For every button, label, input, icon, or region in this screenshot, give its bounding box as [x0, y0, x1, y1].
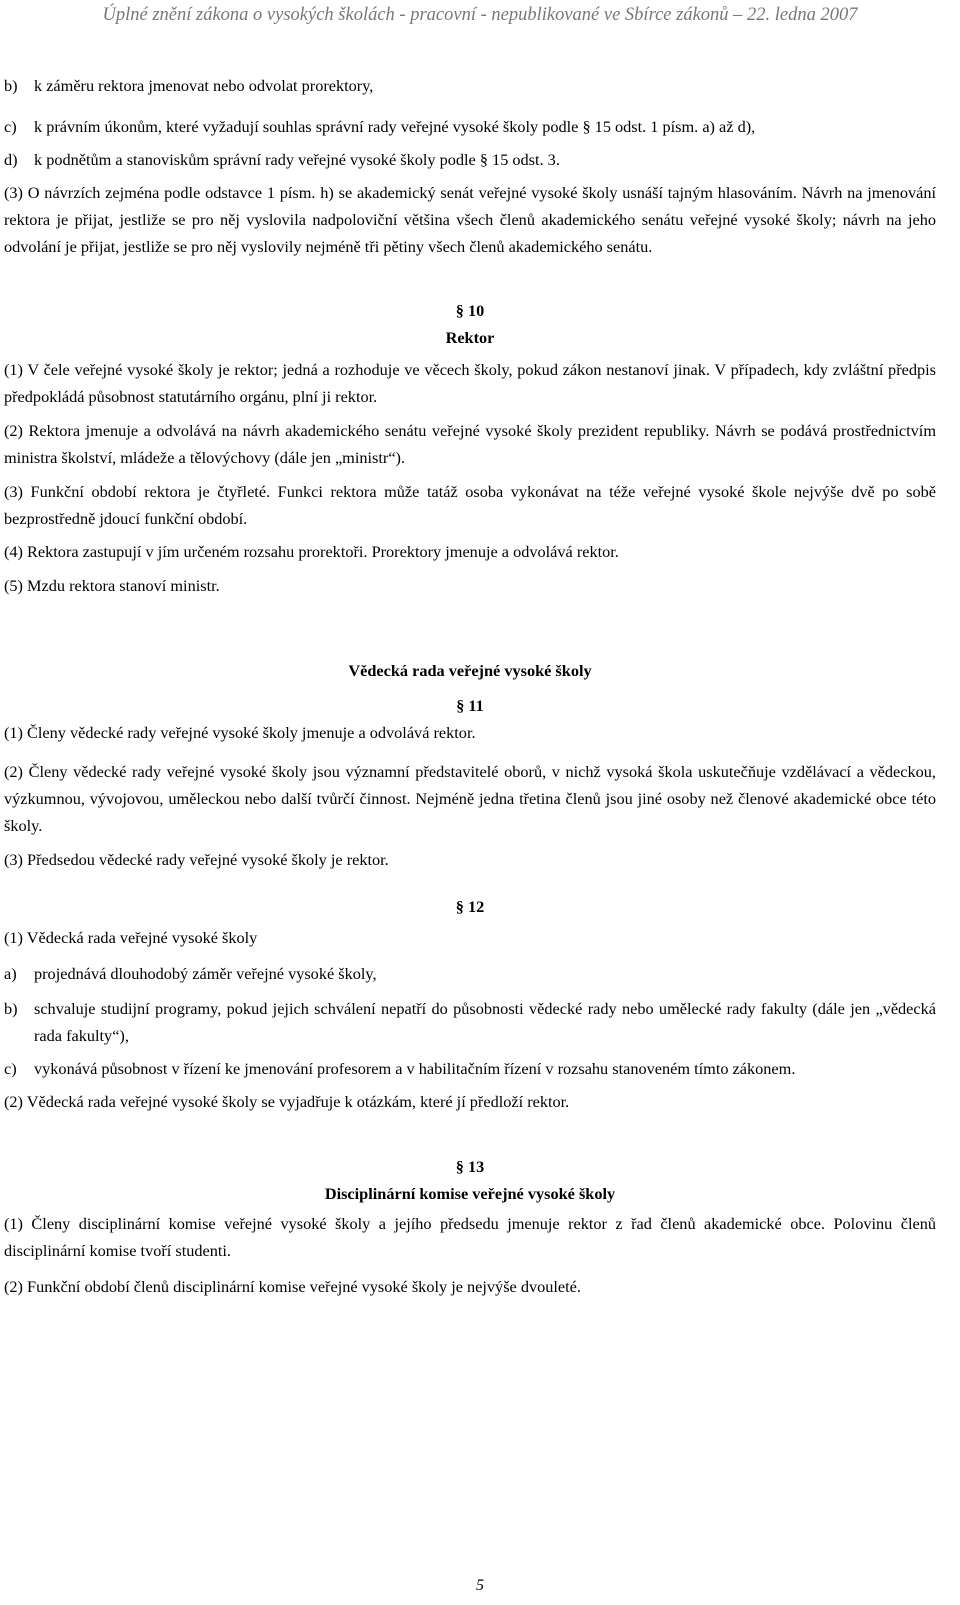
paragraph: (3) O návrzích zejména podle odstavce 1 písm. h) se akademický senát veřejné vysoké školy usnáší tajným hlasováním. Návrh na jmenování rektora je přijat, jestliže se pro něj vyslovila nadpoloviční většina všech členů akademického senátu veřejné vysoké školy; návrh na jeho odvolání je přijat, jestliže se pro něj vyslovily nejméně tři pětiny všech členů akademického senátu. [4, 183, 936, 256]
paragraph: (2) Vědecká rada veřejné vysoké školy se vyjadřuje k otázkám, které jí předloží rektor. [4, 1092, 570, 1111]
section-title: Rektor [445, 328, 495, 347]
paragraph: (1) Vědecká rada veřejné vysoké školy [4, 928, 258, 947]
list-item-text: vykonává působnost v řízení ke jmenování profesorem a v habilitačním řízení v rozsahu stanoveném tímto zákonem. [34, 1059, 796, 1078]
list-item-text: k právním úkonům, které vyžadují souhlas správní rady veřejné vysoké školy podle § 15 odst. 1 písm. a) až d), [34, 117, 756, 136]
section-number: § 11 [456, 696, 484, 715]
paragraph: (4) Rektora zastupují v jím určeném rozsahu prorektoři. Prorektory jmenuje a odvolává rektor. [4, 542, 619, 561]
list-item [4, 960, 936, 987]
list-item-label: b) [4, 999, 18, 1018]
paragraph: (1) Členy vědecké rady veřejné vysoké školy jmenuje a odvolává rektor. [4, 723, 476, 742]
list-item-text: projednává dlouhodobý záměr veřejné vysoké školy, [34, 964, 377, 983]
list-item-label: c) [4, 117, 17, 136]
paragraph: (2) Rektora jmenuje a odvolává na návrh akademického senátu veřejné vysoké školy prezident republiky. Návrh se podává prostřednictvím ministra školství, mládeže a tělovýchovy (dále jen „ministr“). [4, 421, 936, 467]
list-item [4, 72, 936, 99]
list-item [4, 113, 936, 140]
paragraph: (1) V čele veřejné vysoké školy je rektor; jedná a rozhoduje ve věcech školy, pokud zákon nestanoví jinak. V případech, kdy zvláštní předpis předpokládá působnost statutárního orgánu, plní ji rektor. [4, 360, 936, 406]
document-body [4, 72, 936, 1300]
list-item-text: k záměru rektora jmenovat nebo odvolat prorektory, [34, 76, 374, 95]
paragraph: (2) Funkční období členů disciplinární komise veřejné vysoké školy je nejvýše dvouleté. [4, 1277, 581, 1296]
paragraph: (3) Funkční období rektora je čtyřleté. Funkci rektora může tatáž osoba vykonávat na téže veřejné vysoké škole nejvýše dvě po sobě bezprostředně jdoucí funkční období. [4, 482, 936, 528]
page-number: 5 [476, 1577, 484, 1594]
list-item-text: k podnětům a stanoviskům správní rady veřejné vysoké školy podle § 15 odst. 3. [34, 150, 560, 169]
paragraph: (3) Předsedou vědecké rady veřejné vysoké školy je rektor. [4, 850, 389, 869]
list-item [4, 1055, 936, 1082]
paragraph: (1) Členy disciplinární komise veřejné vysoké školy a jejího předsedu jmenuje rektor z řad členů akademické obce. Polovinu členů disciplinární komise tvoří studenti. [4, 1214, 936, 1260]
list-item-text: schvaluje studijní programy, pokud jejich schválení nepatří do působnosti vědecké rady nebo umělecké rady fakulty (dále jen „vědecká rada fakulty“), [34, 999, 936, 1045]
section-number: § 12 [455, 897, 485, 916]
page-header: Úplné znění zákona o vysokých školách - pracovní - nepublikované ve Sbírce zákonů – 22. ledna 2007 [102, 5, 858, 25]
paragraph: (5) Mzdu rektora stanoví ministr. [4, 576, 220, 595]
section-heading: Vědecká rada veřejné vysoké školy [348, 661, 592, 680]
list-item-label: d) [4, 150, 18, 169]
list-item [4, 995, 936, 1049]
section-number: § 13 [455, 1157, 485, 1176]
list-item-label: b) [4, 76, 18, 95]
section-title: Disciplinární komise veřejné vysoké školy [324, 1184, 616, 1203]
list-item-label: a) [4, 964, 17, 983]
section-number: § 10 [455, 301, 485, 320]
list-item [4, 146, 936, 173]
list-item-label: c) [4, 1059, 17, 1078]
paragraph: (2) Členy vědecké rady veřejné vysoké školy jsou významní představitelé oborů, v nichž vysoká škola uskutečňuje vzdělávací a vědeckou, výzkumnou, vývojovou, uměleckou nebo další tvůrčí činnost. Nejméně jedna třetina členů jsou jiné osoby než členové akademické obce této školy. [4, 762, 936, 835]
